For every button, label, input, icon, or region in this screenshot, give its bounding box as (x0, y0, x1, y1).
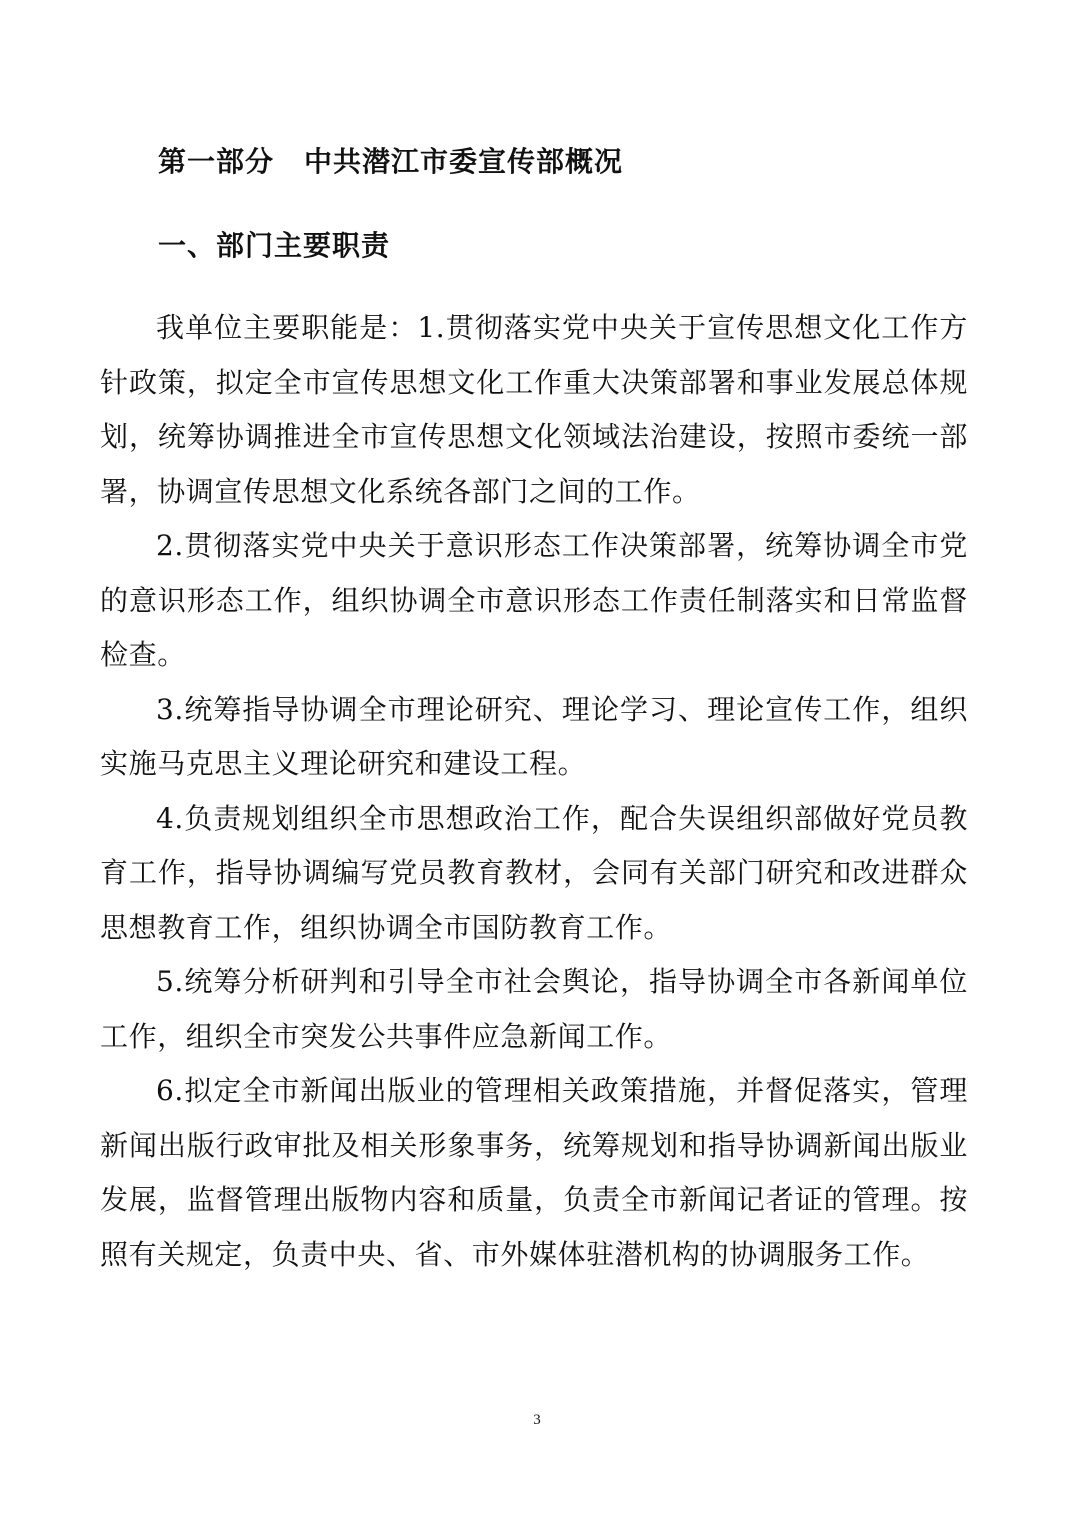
paragraph-item-4: 4.负责规划组织全市思想政治工作，配合失误组织部做好党员教育工作，指导协调编写党员教育教材，会同有关部门研究和改进群众思想教育工作，组织协调全市国防教育工作。 (100, 801, 968, 944)
paragraph-item-6: 6.拟定全市新闻出版业的管理相关政策措施，并督促落实，管理新闻出版行政审批及相关形象事务，统筹规划和指导协调新闻出版业发展，监督管理出版物内容和质量，负责全市新闻记者证的管理。按照有关规定，负责中央、省、市外媒体驻潜机构的协调服务工作。 (100, 1074, 968, 1271)
section-heading: 一、部门主要职责 (158, 229, 391, 262)
paragraph-item-2: 2.贯彻落实党中央关于意识形态工作决策部署，统筹协调全市党的意识形态工作，组织协调全市意识形态工作责任制落实和日常监督检查。 (100, 529, 968, 671)
paragraph-intro: 我单位主要职能是：1.贯彻落实党中央关于宣传思想文化工作方针政策，拟定全市宣传思想文化工作重大决策部署和事业发展总体规划，统筹协调推进全市宣传思想文化领域法治建设，按照市委统一部署，协调宣传思想文化系统各部门之间的工作。 (100, 311, 968, 508)
paragraph-item-5: 5.统筹分析研判和引导全市社会舆论，指导协调全市各新闻单位工作，组织全市突发公共事件应急新闻工作。 (100, 965, 968, 1053)
paragraph-item-3: 3.统筹指导协调全市理论研究、理论学习、理论宣传工作，组织实施马克思主义理论研究和建设工程。 (100, 692, 968, 780)
part-heading (158, 140, 623, 180)
body-text (100, 301, 968, 1282)
part-name: 中共潜江市委宣传部概况 (304, 145, 624, 178)
page-number: 3 (533, 1412, 541, 1428)
part-label: 第一部分 (158, 145, 275, 178)
